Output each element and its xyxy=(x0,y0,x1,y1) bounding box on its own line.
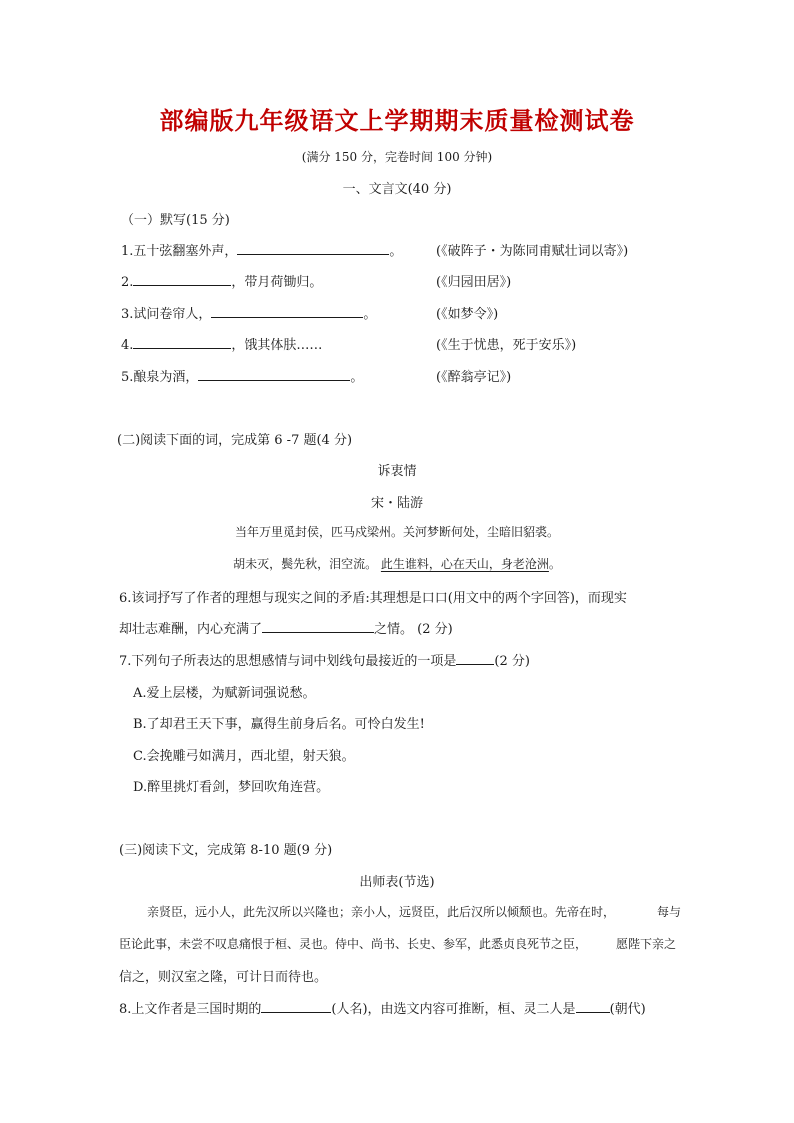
question-2 xyxy=(121,271,322,290)
poem-line-2-start: 胡未灭，鬓先秋，泪空流。 xyxy=(233,557,378,571)
poem-line-2-end: 。 xyxy=(548,557,561,571)
question-text: 8.上文作者是三国时期的 xyxy=(119,1002,262,1017)
question-text: 试问卷帘人， xyxy=(133,307,212,322)
part2-heading: (二)阅读下面的词，完成第 6 -7 题(4 分) xyxy=(117,433,353,448)
question-text-end: 。 xyxy=(389,244,403,259)
question-8 xyxy=(119,998,646,1017)
question-text: 五十弦翻塞外声， xyxy=(133,244,238,259)
question-5 xyxy=(121,366,363,385)
passage-title: 出师表(节选) xyxy=(359,875,435,890)
source-5: (《醉翁亭记》) xyxy=(436,370,512,385)
question-6-continued xyxy=(119,618,453,637)
question-number: 4. xyxy=(121,338,134,353)
question-text-end: (朝代) xyxy=(609,1002,646,1017)
passage-line-3: 信之，则汉室之隆，可计日而待也。 xyxy=(119,970,328,985)
answer-blank[interactable] xyxy=(133,273,231,286)
question-text-end: 之情。 (2 分) xyxy=(374,622,453,637)
source-4: (《生于忧患，死于安乐》) xyxy=(436,338,577,353)
exam-subtitle: (满分 150 分，完卷时间 100 分钟) xyxy=(301,150,493,164)
question-3 xyxy=(121,303,376,322)
question-number: 2. xyxy=(121,275,134,290)
question-1 xyxy=(121,240,402,259)
part1-heading: （一）默写(15 分) xyxy=(121,213,230,228)
section-heading-classical-chinese: 一、文言文(40 分) xyxy=(342,182,452,197)
question-7 xyxy=(119,650,530,669)
passage-line-1-tail: 每与 xyxy=(657,905,682,919)
poem-underlined-line: 此生谁料，心在天山，身老沧洲 xyxy=(380,557,549,571)
poem-author: 宋・陆游 xyxy=(370,496,423,511)
page-title: 部编版九年级语文上学期期末质量检测试卷 xyxy=(159,107,635,135)
question-text-end: 。 xyxy=(363,307,377,322)
part3-heading: (三)阅读下文，完成第 8-10 题(9 分) xyxy=(119,843,333,858)
poem-line-1: 当年万里觅封侯，匹马戍梁州。关河梦断何处，尘暗旧貂裘。 xyxy=(234,525,559,539)
question-text-end: 。 xyxy=(350,370,364,385)
option-c: C.会挽雕弓如满月，西北望，射天狼。 xyxy=(133,749,355,764)
answer-blank[interactable] xyxy=(237,242,389,255)
source-2: (《归园田居》) xyxy=(436,275,512,290)
source-1: (《破阵子・为陈同甫赋壮词以寄》) xyxy=(436,244,629,259)
answer-blank[interactable] xyxy=(133,336,231,349)
question-text: 7.下列句子所表达的思想感情与词中划线句最接近的一项是 xyxy=(119,654,457,669)
option-d: D.醉里挑灯看剑，梦回吹角连营。 xyxy=(133,780,330,795)
answer-blank[interactable] xyxy=(211,305,363,318)
answer-blank[interactable] xyxy=(198,368,350,381)
passage-line-1: 亲贤臣，远小人，此先汉所以兴隆也；亲小人，远贤臣，此后汉所以倾颓也。先帝在时， xyxy=(147,905,616,919)
question-4 xyxy=(121,334,322,353)
question-text: 酿泉为酒， xyxy=(133,370,199,385)
passage-line-2: 臣论此事，未尝不叹息痛恨于桓、灵也。侍中、尚书、长史、参军，此悉贞良死节之臣， xyxy=(119,937,588,951)
question-number: 1. xyxy=(121,244,134,259)
question-number: 5. xyxy=(121,370,134,385)
poem-line-2 xyxy=(0,555,794,572)
passage-line-2-tail: 愿陛下亲之 xyxy=(616,937,677,951)
question-text-mid: (人名)，由选文内容可推断，桓、灵二人是 xyxy=(331,1002,576,1017)
answer-blank[interactable] xyxy=(456,652,494,665)
option-a: A.爱上层楼，为赋新词强说愁。 xyxy=(133,686,316,701)
question-text-end: ，带月荷锄归。 xyxy=(231,275,323,290)
question-score: (2 分) xyxy=(494,654,530,669)
option-b: B.了却君王天下事，赢得生前身后名。可怜白发生! xyxy=(133,717,425,732)
answer-blank-dynasty[interactable] xyxy=(576,1000,610,1013)
source-3: (《如梦令》) xyxy=(436,307,499,322)
question-text: 却壮志难酬，内心充满了 xyxy=(119,622,263,637)
question-6: 6.该词抒写了作者的理想与现实之间的矛盾:其理想是口口(用文中的两个字回答)，而现实 xyxy=(119,591,627,606)
question-number: 3. xyxy=(121,307,134,322)
poem-title: 诉衷情 xyxy=(377,464,417,479)
answer-blank[interactable] xyxy=(262,620,374,633)
answer-blank-name[interactable] xyxy=(261,1000,331,1013)
question-text-end: ，饿其体肤…… xyxy=(231,338,323,353)
